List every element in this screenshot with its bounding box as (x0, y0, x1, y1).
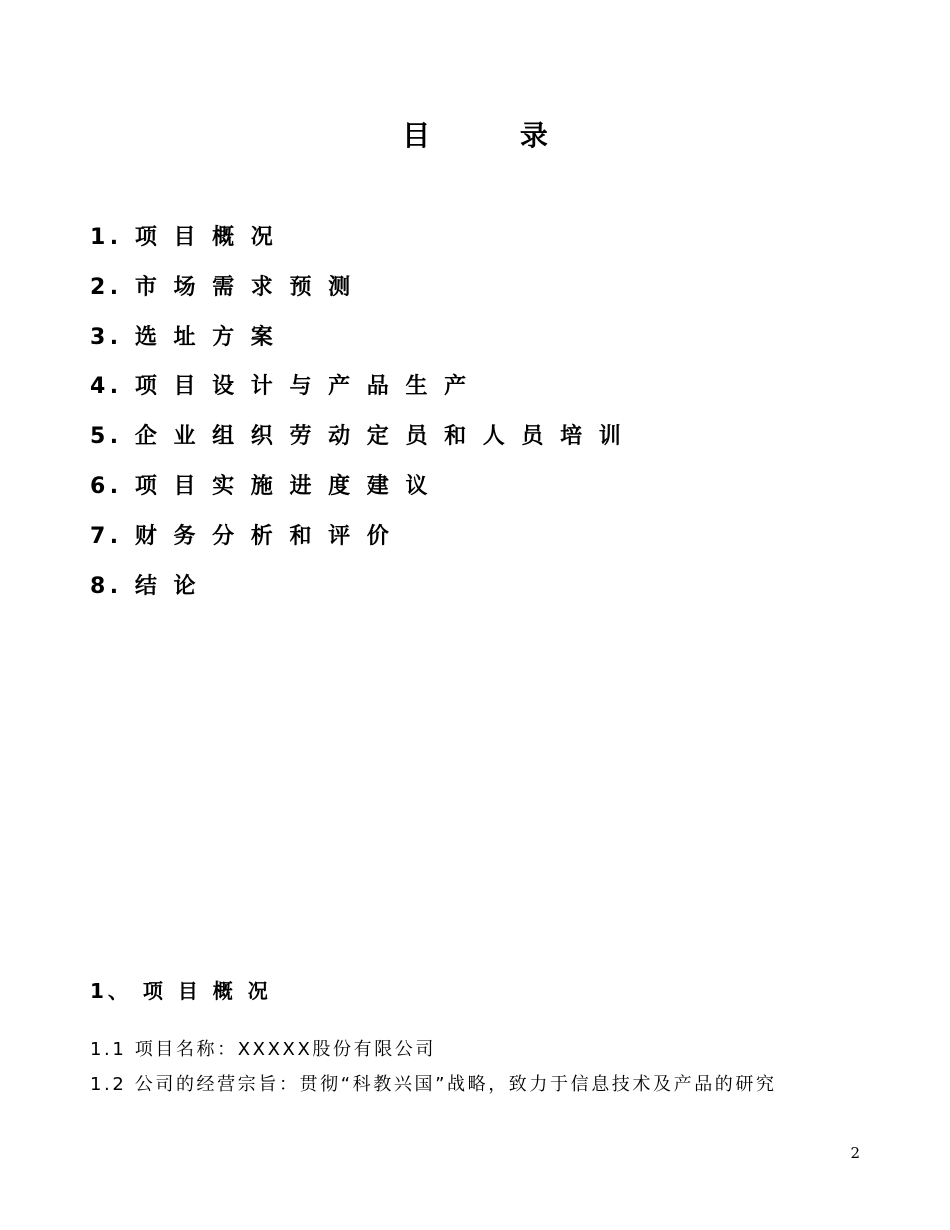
toc-item-8: 8. 结 论 (90, 573, 200, 599)
toc-item-4: 4. 项 目 设 计 与 产 品 生 产 (90, 374, 471, 400)
toc-list (90, 220, 870, 618)
toc-item-7: 7. 财 务 分 析 和 评 价 (90, 523, 394, 549)
toc-title: 目 录 (402, 119, 588, 152)
toc-item-2: 2. 市 场 需 求 预 测 (90, 274, 355, 300)
toc-item-3: 3. 选 址 方 案 (90, 324, 278, 350)
section-heading: 1、 项 目 概 况 (90, 979, 272, 1003)
paragraph-business-purpose: 1.2 公司的经营宗旨：贯彻“科教兴国”战略，致力于信息技术及产品的研究 (90, 1074, 777, 1095)
toc-item-5: 5. 企 业 组 织 劳 动 定 员 和 人 员 培 训 (90, 424, 626, 450)
toc-item-6: 6. 项 目 实 施 进 度 建 议 (90, 473, 432, 499)
page-number: 2 (850, 1144, 860, 1162)
paragraph-project-name: 1.1 项目名称：XXXXX股份有限公司 (90, 1039, 437, 1060)
toc-item-1: 1. 项 目 概 况 (90, 225, 278, 250)
